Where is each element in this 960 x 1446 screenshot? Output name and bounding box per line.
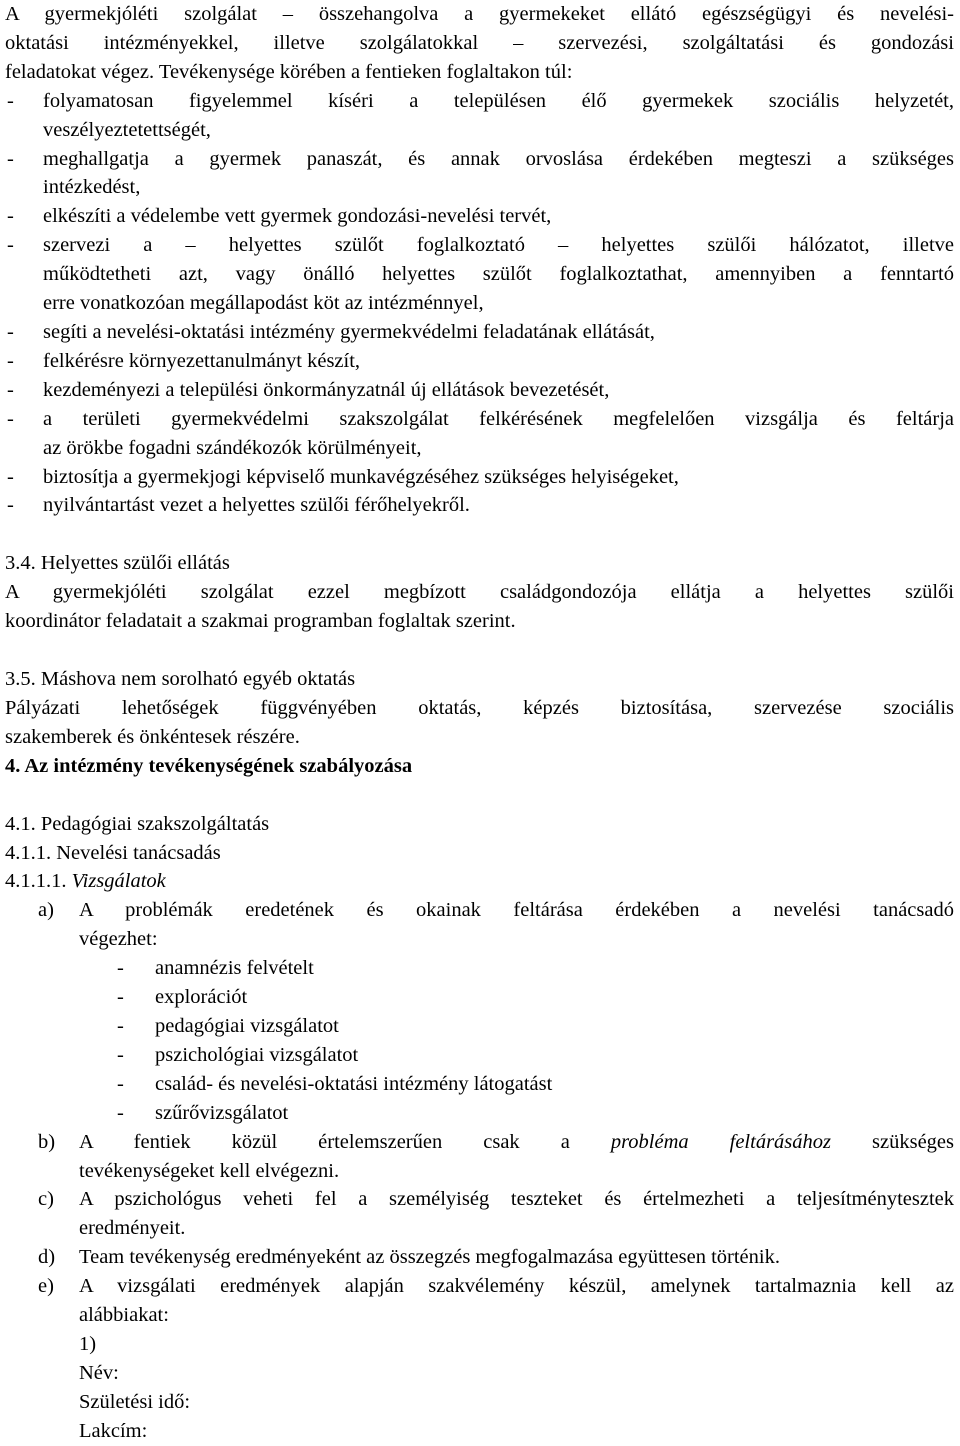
list-item xyxy=(5,1012,954,1041)
section-3-5-line-1: Pályázati lehetőségek függvényében oktatás, képzés biztosítása, szervezése szociális xyxy=(5,696,954,719)
item-e-fields xyxy=(79,1330,954,1446)
intro-line-3: feladatokat végez. Tevékenysége körében a fentieken foglaltakon túl: xyxy=(5,60,573,83)
list-item-text: anamnézis felvételt xyxy=(155,957,314,980)
list-item xyxy=(5,202,954,231)
item-letter: b) xyxy=(38,1130,56,1153)
section-4-1-1-heading: 4.1.1. Nevelési tanácsadás xyxy=(5,841,221,864)
list-item xyxy=(5,463,954,492)
list-item-line: működtetheti azt, vagy önálló helyettes szülőt foglalkoztathat, amennyiben a fenntartó xyxy=(43,263,954,286)
list-dash: - xyxy=(7,320,14,343)
item-letter: e) xyxy=(38,1275,54,1298)
list-item xyxy=(5,1041,954,1070)
list-item xyxy=(5,1070,954,1099)
list-item-line: erre vonatkozóan megállapodást köt az intézménnyel, xyxy=(43,292,484,315)
section-3-5-line-2: szakemberek és önkéntesek részére. xyxy=(5,725,300,748)
list-item xyxy=(5,376,954,405)
form-field-label: Név: xyxy=(79,1361,119,1384)
list-dash: - xyxy=(117,1043,124,1066)
item-e xyxy=(5,1272,954,1445)
item-b-pre: A fentiek közül értelemszerűen csak a xyxy=(79,1130,611,1153)
duties-list xyxy=(5,87,954,521)
item-letter: a) xyxy=(38,899,54,922)
section-3-4-line-1: A gyermekjóléti szolgálat ezzel megbízott családgondozója ellátja a helyettes szülői xyxy=(5,581,954,604)
form-field-label: Lakcím: xyxy=(79,1419,148,1442)
list-item xyxy=(5,87,954,145)
spacer xyxy=(5,520,954,549)
item-a xyxy=(5,896,954,954)
item-letter: d) xyxy=(38,1246,56,1269)
list-item-text: család- és nevelési-oktatási intézmény látogatást xyxy=(155,1072,553,1095)
item-d-line-1: Team tevékenység eredményeként az összegzés megfogalmazása együttesen történik. xyxy=(79,1246,780,1269)
list-item xyxy=(5,1099,954,1128)
list-item-line: elkészíti a védelembe vett gyermek gondozási-nevelési tervét, xyxy=(43,205,552,228)
section-4-heading: 4. Az intézmény tevékenységének szabályozása xyxy=(5,754,413,777)
form-field-label: Születési idő: xyxy=(79,1390,191,1413)
list-item-line: az örökbe fogadni szándékozók körülményeit, xyxy=(43,436,422,459)
list-item xyxy=(5,347,954,376)
list-item-line: szervezi a – helyettes szülőt foglalkoztató – helyettes szülői hálózatot, illetve xyxy=(43,234,954,257)
section-4-1-heading: 4.1. Pedagógiai szakszolgáltatás xyxy=(5,812,270,835)
list-item xyxy=(5,983,954,1012)
item-e-line-1: A vizsgálati eredmények alapján szakvélemény készül, amelynek tartalmaznia kell az xyxy=(79,1275,954,1298)
list-item xyxy=(5,954,954,983)
list-dash: - xyxy=(7,494,14,517)
list-item xyxy=(5,491,954,520)
list-item-text: explorációt xyxy=(155,986,248,1009)
list-dash: - xyxy=(117,1072,124,1095)
item-b-line-2: tevékenységeket kell elvégezni. xyxy=(79,1159,340,1182)
list-dash: - xyxy=(117,986,124,1009)
list-dash: - xyxy=(7,234,14,257)
list-item xyxy=(5,231,954,318)
list-dash: - xyxy=(7,89,14,112)
intro-line-1: A gyermekjóléti szolgálat – összehangolva a gyermekeket ellátó egészségügyi és nevelési- xyxy=(5,3,954,25)
list-item-line: meghallgatja a gyermek panaszát, és annak orvoslása érdekében megteszi a szükséges xyxy=(43,147,954,170)
section-3-4-line-2: koordinátor feladatait a szakmai programban foglaltak szerint. xyxy=(5,610,516,633)
item-c-line-1: A pszichológus veheti fel a személyiség teszteket és értelmezheti a teljesítménytesztek xyxy=(79,1188,954,1211)
item-b xyxy=(5,1128,954,1186)
spacer xyxy=(5,781,954,810)
section-4-1-1-1-heading xyxy=(5,867,954,896)
list-item xyxy=(5,318,954,347)
item-d xyxy=(5,1243,954,1272)
item-c xyxy=(5,1185,954,1243)
list-dash: - xyxy=(7,349,14,372)
item-b-post: szükséges xyxy=(831,1130,955,1153)
list-item xyxy=(5,405,954,463)
list-item-line: kezdeményezi a települési önkormányzatnál új ellátások bevezetését, xyxy=(43,378,610,401)
list-dash: - xyxy=(7,147,14,170)
section-3-5-heading: 3.5. Máshova nem sorolható egyéb oktatás xyxy=(5,668,356,691)
list-item xyxy=(5,145,954,203)
section-4-1-1-1-number: 4.1.1.1. xyxy=(5,870,72,893)
list-item-line: a területi gyermekvédelmi szakszolgálat felkérésének megfelelően vizsgálja és feltárja xyxy=(43,407,954,430)
item-b-line-1 xyxy=(79,1128,954,1157)
list-dash: - xyxy=(7,465,14,488)
list-dash: - xyxy=(117,1101,124,1124)
list-item-line: folyamatosan figyelemmel kíséri a településen élő gyermekek szociális helyzetét, xyxy=(43,89,954,112)
list-item-text: szűrővizsgálatot xyxy=(155,1101,289,1124)
item-c-line-2: eredményeit. xyxy=(79,1217,186,1240)
list-item-line: nyilvántartást vezet a helyettes szülői férőhelyekről. xyxy=(43,494,470,517)
form-field-label: 1) xyxy=(79,1332,97,1355)
list-dash: - xyxy=(117,1015,124,1037)
list-dash: - xyxy=(117,957,124,980)
item-a-line-2: végezhet: xyxy=(79,928,158,951)
spacer xyxy=(5,636,954,665)
item-a-line-1: A problémák eredetének és okainak feltárása érdekében a nevelési tanácsadó xyxy=(79,899,954,922)
list-item-text: pedagógiai vizsgálatot xyxy=(155,1015,339,1037)
section-3-4-heading: 3.4. Helyettes szülői ellátás xyxy=(5,552,230,575)
list-dash: - xyxy=(7,407,14,430)
list-item-text: pszichológiai vizsgálatot xyxy=(155,1043,359,1066)
item-e-line-2: alábbiakat: xyxy=(79,1304,169,1327)
item-letter: c) xyxy=(38,1188,54,1211)
examination-methods-list xyxy=(5,954,954,1127)
list-item-line: segíti a nevelési-oktatási intézmény gyermekvédelmi feladatának ellátását, xyxy=(43,320,655,343)
section-4-1-1-1-title: Vizsgálatok xyxy=(71,870,166,893)
list-dash: - xyxy=(7,205,14,228)
intro-line-2: oktatási intézményekkel, illetve szolgálatokkal – szervezési, szolgáltatási és gondozási xyxy=(5,31,954,54)
list-item-line: felkérésre környezettanulmányt készít, xyxy=(43,349,361,372)
list-item-line: intézkedést, xyxy=(43,176,141,199)
list-item-line: veszélyeztetettségét, xyxy=(43,118,211,141)
item-b-italic: probléma feltárásához xyxy=(610,1130,832,1153)
list-item-line: biztosítja a gyermekjogi képviselő munkavégzéséhez szükséges helyiségeket, xyxy=(43,465,679,488)
list-dash: - xyxy=(7,378,14,401)
